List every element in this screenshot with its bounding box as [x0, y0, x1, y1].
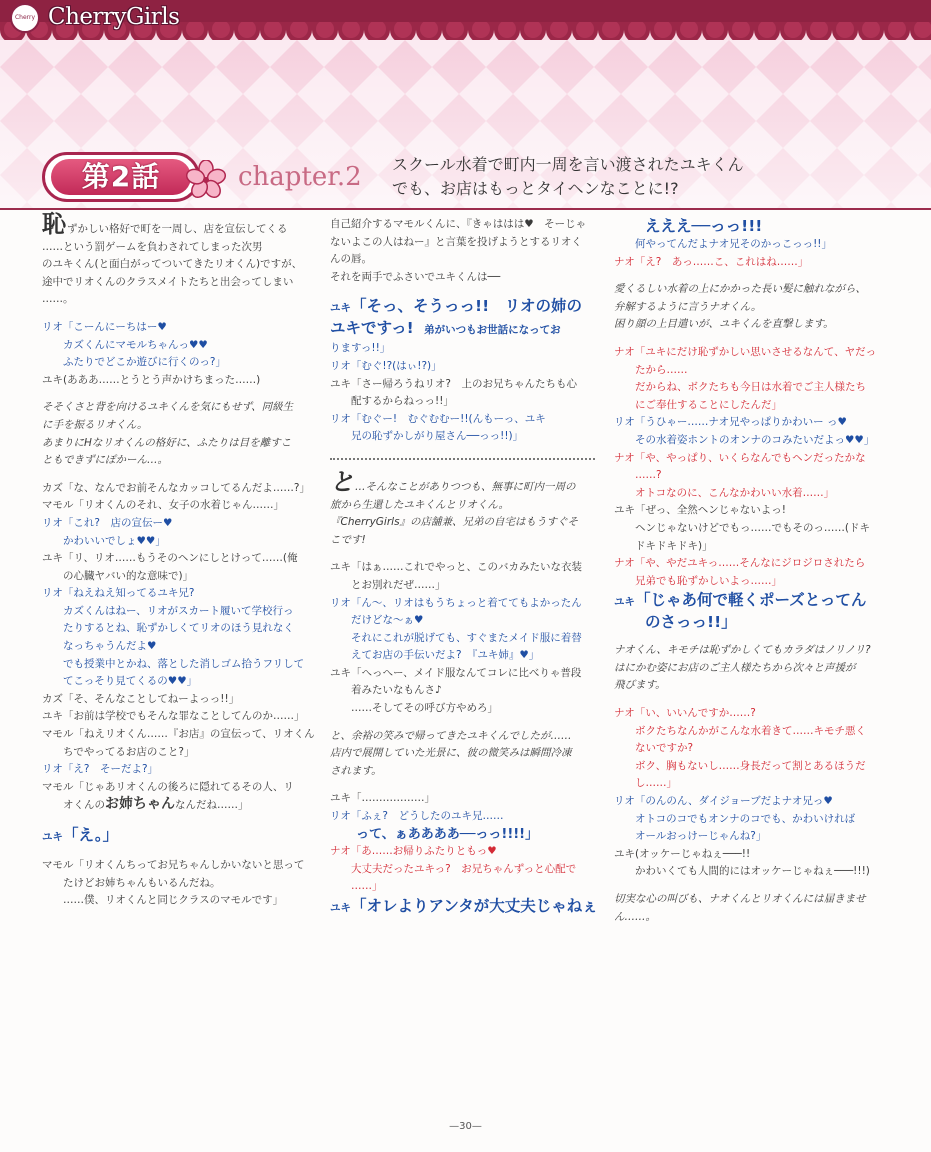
column-3: えええ──っっ!!! 何やってんだよナオ兄そのかっこっっ!!」 ナオ「え? あっ……こ、これはね……」 愛くるしい水着の上にかかった長い髪に触れながら、 弁解するように言うナオくん。 困り顔の上目遣いが、ユキくんを直撃します。 ナオ「ユキにだけ恥ずかしい思いさせるなんて、ヤだっ たから…… だからね、ボクたちも今日は水着でご主人様たち にご奉仕することにしたんだ」 リオ「うひゃー……ナオ兄やっぱりかわいー っ♥ その水着姿ホントのオンナのコみたいだよっ♥♥」 ナオ「や、やっぱり、いくらなんでもヘンだったかな ……? オトコなのに、こんなかわいい水着……」 ユキ「ぜっ、全然ヘンじゃないよっ! ヘンじゃないけどでもっ……でもそのっ……(ドキ ドキドキドキ)」 ナオ「や、やだユキっ……そんなにジロジロされたら 兄弟でも恥ずかしいよっ……」 ユキ「じゃあ何で軽くポーズとってん のさっっ!!」 ナオくん、キモチは恥ずかしくてもカラダはノリノリ? はにかむ姿にお店のご主人様たちから次々と声援が 飛びます。 ナオ「い、いいんですか……? ボクたちなんかがこんな水着きて……キモチ悪く ないですか? ボク、胸もないし……身長だって割とあるほうだ し……」 リオ「のんのん、ダイジョーブだよナオ兄っ♥ オトコのコでもオンナのコでも、かわいければ オールおっけーじゃんね?」 ユキ(オッケーじゃねぇ───!! かわいくても人間的にはオッケーじゃねぇ───!!!) 切実な心の叫びも、ナオくんとリオくんには届きませ ん……。: [614, 217, 877, 923]
header-rule: [0, 208, 931, 210]
drop-cap: 恥: [42, 210, 66, 238]
brand-title: CherryGirls: [48, 4, 180, 30]
page-number: —30—: [449, 1121, 482, 1132]
drop-cap: と: [330, 467, 354, 496]
column-2: 自己紹介するマモルくんに、『きゃははは♥ そーじゃ ないよこの人はねー』と言葉を投げようとするリオく んの唇。 それを両手でふさいでユキくんは── ユキ「そっ、そうっっ!! リオの姉の ユキですっ! 弟がいつもお世話になってお りますっ!!」 リオ「むぐ!?(はぃ!?)」 ユキ「さー帰ろうねリオ? 上のお兄ちゃんたちも心 配するからねっっ!!」 リオ「むぐー! むぐむむー!!(んもーっ、ユキ 兄の恥ずかしがり屋さん──っっ!!)」 と…そんなことがありつつも、無事に町内一周の 旅から生還したユキくんとリオくん。 『CherryGirls』の店舗兼、兄弟の自宅はもうすぐそ こです! ユキ「はぁ……これでやっと、このバカみたいな衣装 とお別れだぜ……」 リオ「ん～、リオはもうちょっと着ててもよかったん だけどな～ぁ♥ それにこれが脱げても、すぐまたメイド服に着替 えてお店の手伝いだよ? 『ユキ姉』♥」 ユキ「へっへー、メイド服なんてコレに比べりゃ普段 着みたいなもんさ♪ ……そしてその呼び方やめろ」 と、余裕の笑みで帰ってきたユキくんでしたが…… 店内で展開していた光景に、彼の微笑みは瞬間冷凍 されます。 ユキ「………………」 リオ「ふぇ? どうしたのユキ兄…… って、ぁああああ──っっ!!!!」 ナオ「あ……お帰りふたりともっ♥ 大丈夫だったユキっ? お兄ちゃんずっと心配で ……」 ユキ「オレよりアンタが大丈夫じゃねぇ: [330, 218, 598, 915]
brand-badge: Cherry: [10, 3, 40, 33]
episode-label: 第2話: [81, 160, 161, 193]
intro-line: 恥ずかしい格好で町を一周し、店を宣伝してくる: [42, 210, 288, 238]
chapter-label: chapter.2: [238, 162, 362, 192]
catch-copy: スクール水着で町内一周を言い渡されたユキくん でも、お店はもっとタイヘンなことに!?: [392, 155, 744, 198]
sakura-icon: [182, 160, 230, 200]
column-1: 恥ずかしい格好で町を一周し、店を宣伝してくる ……という罰ゲームを負わされてしまった次男 のユキくん(と面白がってついてきたリオくん)ですが、 途中でリオくんのクラスメイトたちと出会ってしまい ……。 リオ「こーんにーちはー♥ カズくんにマモルちゃんっ♥♥ ふたりでどこか遊びに行くのっ?」 ユキ(あああ……とうとう声かけちまった……) そそくさと背を向けるユキくんを気にもせず、同級生 に手を振るリオくん。 あまりにHなリオくんの格好に、ふたりは目を離すこ ともできずにぽかーん…。 カズ「な、なんでお前そんなカッコしてるんだよ……?」 マモル「リオくんのそれ、女子の水着じゃん……」 リオ「これ? 店の宣伝ー♥ かわいいでしょ♥♥」 ユキ「リ、リオ……もうそのヘンにしとけって……(俺 の心臓ヤバい的な意味で)」 リオ「ねえねえ知ってるユキ兄? カズくんはねー、リオがスカート履いて学校行っ たりするとね、恥ずかしくてリオのほう見れなく なっちゃうんだよ♥ でも授業中とかね、落とした消しゴム拾うフリして てこっそり見てくるの♥♥」 カズ「そ、そんなことしてねーよっっ!!」 ユキ「お前は学校でもそんな罪なことしてんのか……」 マモル「ねえリオくん……『お店』の宣伝って、リオくん ちでやってるお店のこと?」 リオ「え? そーだよ?」 マモル「じゃあリオくんの後ろに隠れてるその人、リ オくんのお姉ちゃんなんだね……」 ユキ「え。」 マモル「リオくんちってお兄ちゃんしかいないと思って たけどお姉ちゃんもいるんだね。 ……僕、リオくんと同じクラスのマモルです」: [42, 210, 315, 907]
section-divider: [330, 458, 595, 460]
episode-badge: [42, 152, 200, 202]
